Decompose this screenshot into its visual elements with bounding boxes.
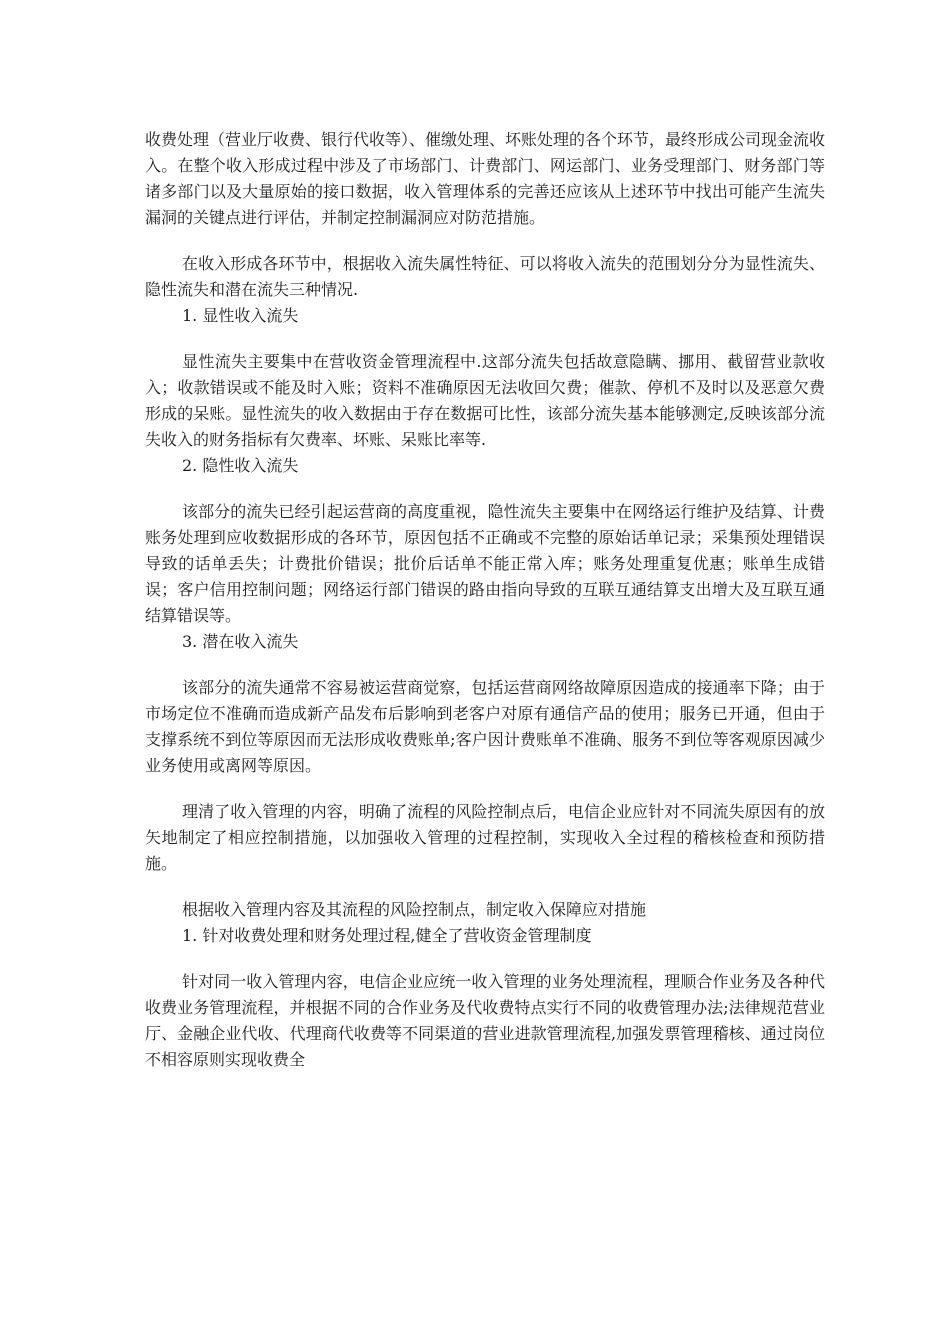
section-heading-3: 3. 潜在收入流失 bbox=[182, 632, 299, 651]
paragraph-2: 在收入形成各环节中，根据收入流失属性特征、可以将收入流失的范围划分分为显性流失、隐性流失和潜在流失三种情况. bbox=[145, 254, 825, 299]
paragraph-3: 显性流失主要集中在营收资金管理流程中.这部分流失包括故意隐瞒、挪用、截留营业款收入；收款错误或不能及时入账；资料不准确原因无法收回欠费；催款、停机不及时以及恶意欠费形成的呆账。显性流失的收入数据由于存在数据可比性，该部分流失基本能够测定,反映该部分流失收入的财务指标有欠费率、坏账、呆账比率等. bbox=[145, 352, 825, 449]
section-heading-4: 1. 针对收费处理和财务处理过程,健全了营收资金管理制度 bbox=[182, 926, 592, 945]
document-body bbox=[145, 127, 825, 1073]
paragraph-7: 根据收入管理内容及其流程的风险控制点，制定收入保障应对措施 bbox=[182, 900, 647, 919]
paragraph-8: 针对同一收入管理内容，电信企业应统一收入管理的业务处理流程，理顺合作业务及各种代收费业务管理流程，并根据不同的合作业务及代收费特点实行不同的收费管理办法;法律规范营业厅、金融企业代收、代理商代收费等不同渠道的营业进款管理流程,加强发票管理稽核、通过岗位不相容原则实现收费全 bbox=[145, 972, 825, 1069]
paragraph-6: 理清了收入管理的内容，明确了流程的风险控制点后，电信企业应针对不同流失原因有的放矢地制定了相应控制措施，以加强收入管理的过程控制，实现收入全过程的稽核检查和预防措施。 bbox=[145, 802, 825, 873]
section-heading-1: 1. 显性收入流失 bbox=[182, 306, 299, 325]
paragraph-4: 该部分的流失已经引起运营商的高度重视，隐性流失主要集中在网络运行维护及结算、计费账务处理到应收数据形成的各环节，原因包括不正确或不完整的原始话单记录；采集预处理错误导致的话单丢失；计费批价错误；批价后话单不能正常入库；账务处理重复优惠；账单生成错误；客户信用控制问题；网络运行部门错误的路由指向导致的互联互通结算支出增大及互联互通结算错误等。 bbox=[145, 502, 825, 625]
paragraph-1: 收费处理（营业厅收费、银行代收等）、催缴处理、坏账处理的各个环节，最终形成公司现金流收入。在整个收入形成过程中涉及了市场部门、计费部门、网运部门、业务受理部门、财务部门等诸多部门以及大量原始的接口数据，收入管理体系的完善还应该从上述环节中找出可能产生流失漏洞的关键点进行评估，并制定控制漏洞应对防范措施。 bbox=[145, 130, 826, 227]
paragraph-5: 该部分的流失通常不容易被运营商觉察，包括运营商网络故障原因造成的接通率下降；由于市场定位不准确而造成新产品发布后影响到老客户对原有通信产品的使用；服务已开通，但由于支撑系统不到位等原因而无法形成收费账单;客户因计费账单不准确、服务不到位等客观原因减少业务使用或离网等原因。 bbox=[145, 678, 825, 775]
section-heading-2: 2. 隐性收入流失 bbox=[182, 456, 299, 475]
